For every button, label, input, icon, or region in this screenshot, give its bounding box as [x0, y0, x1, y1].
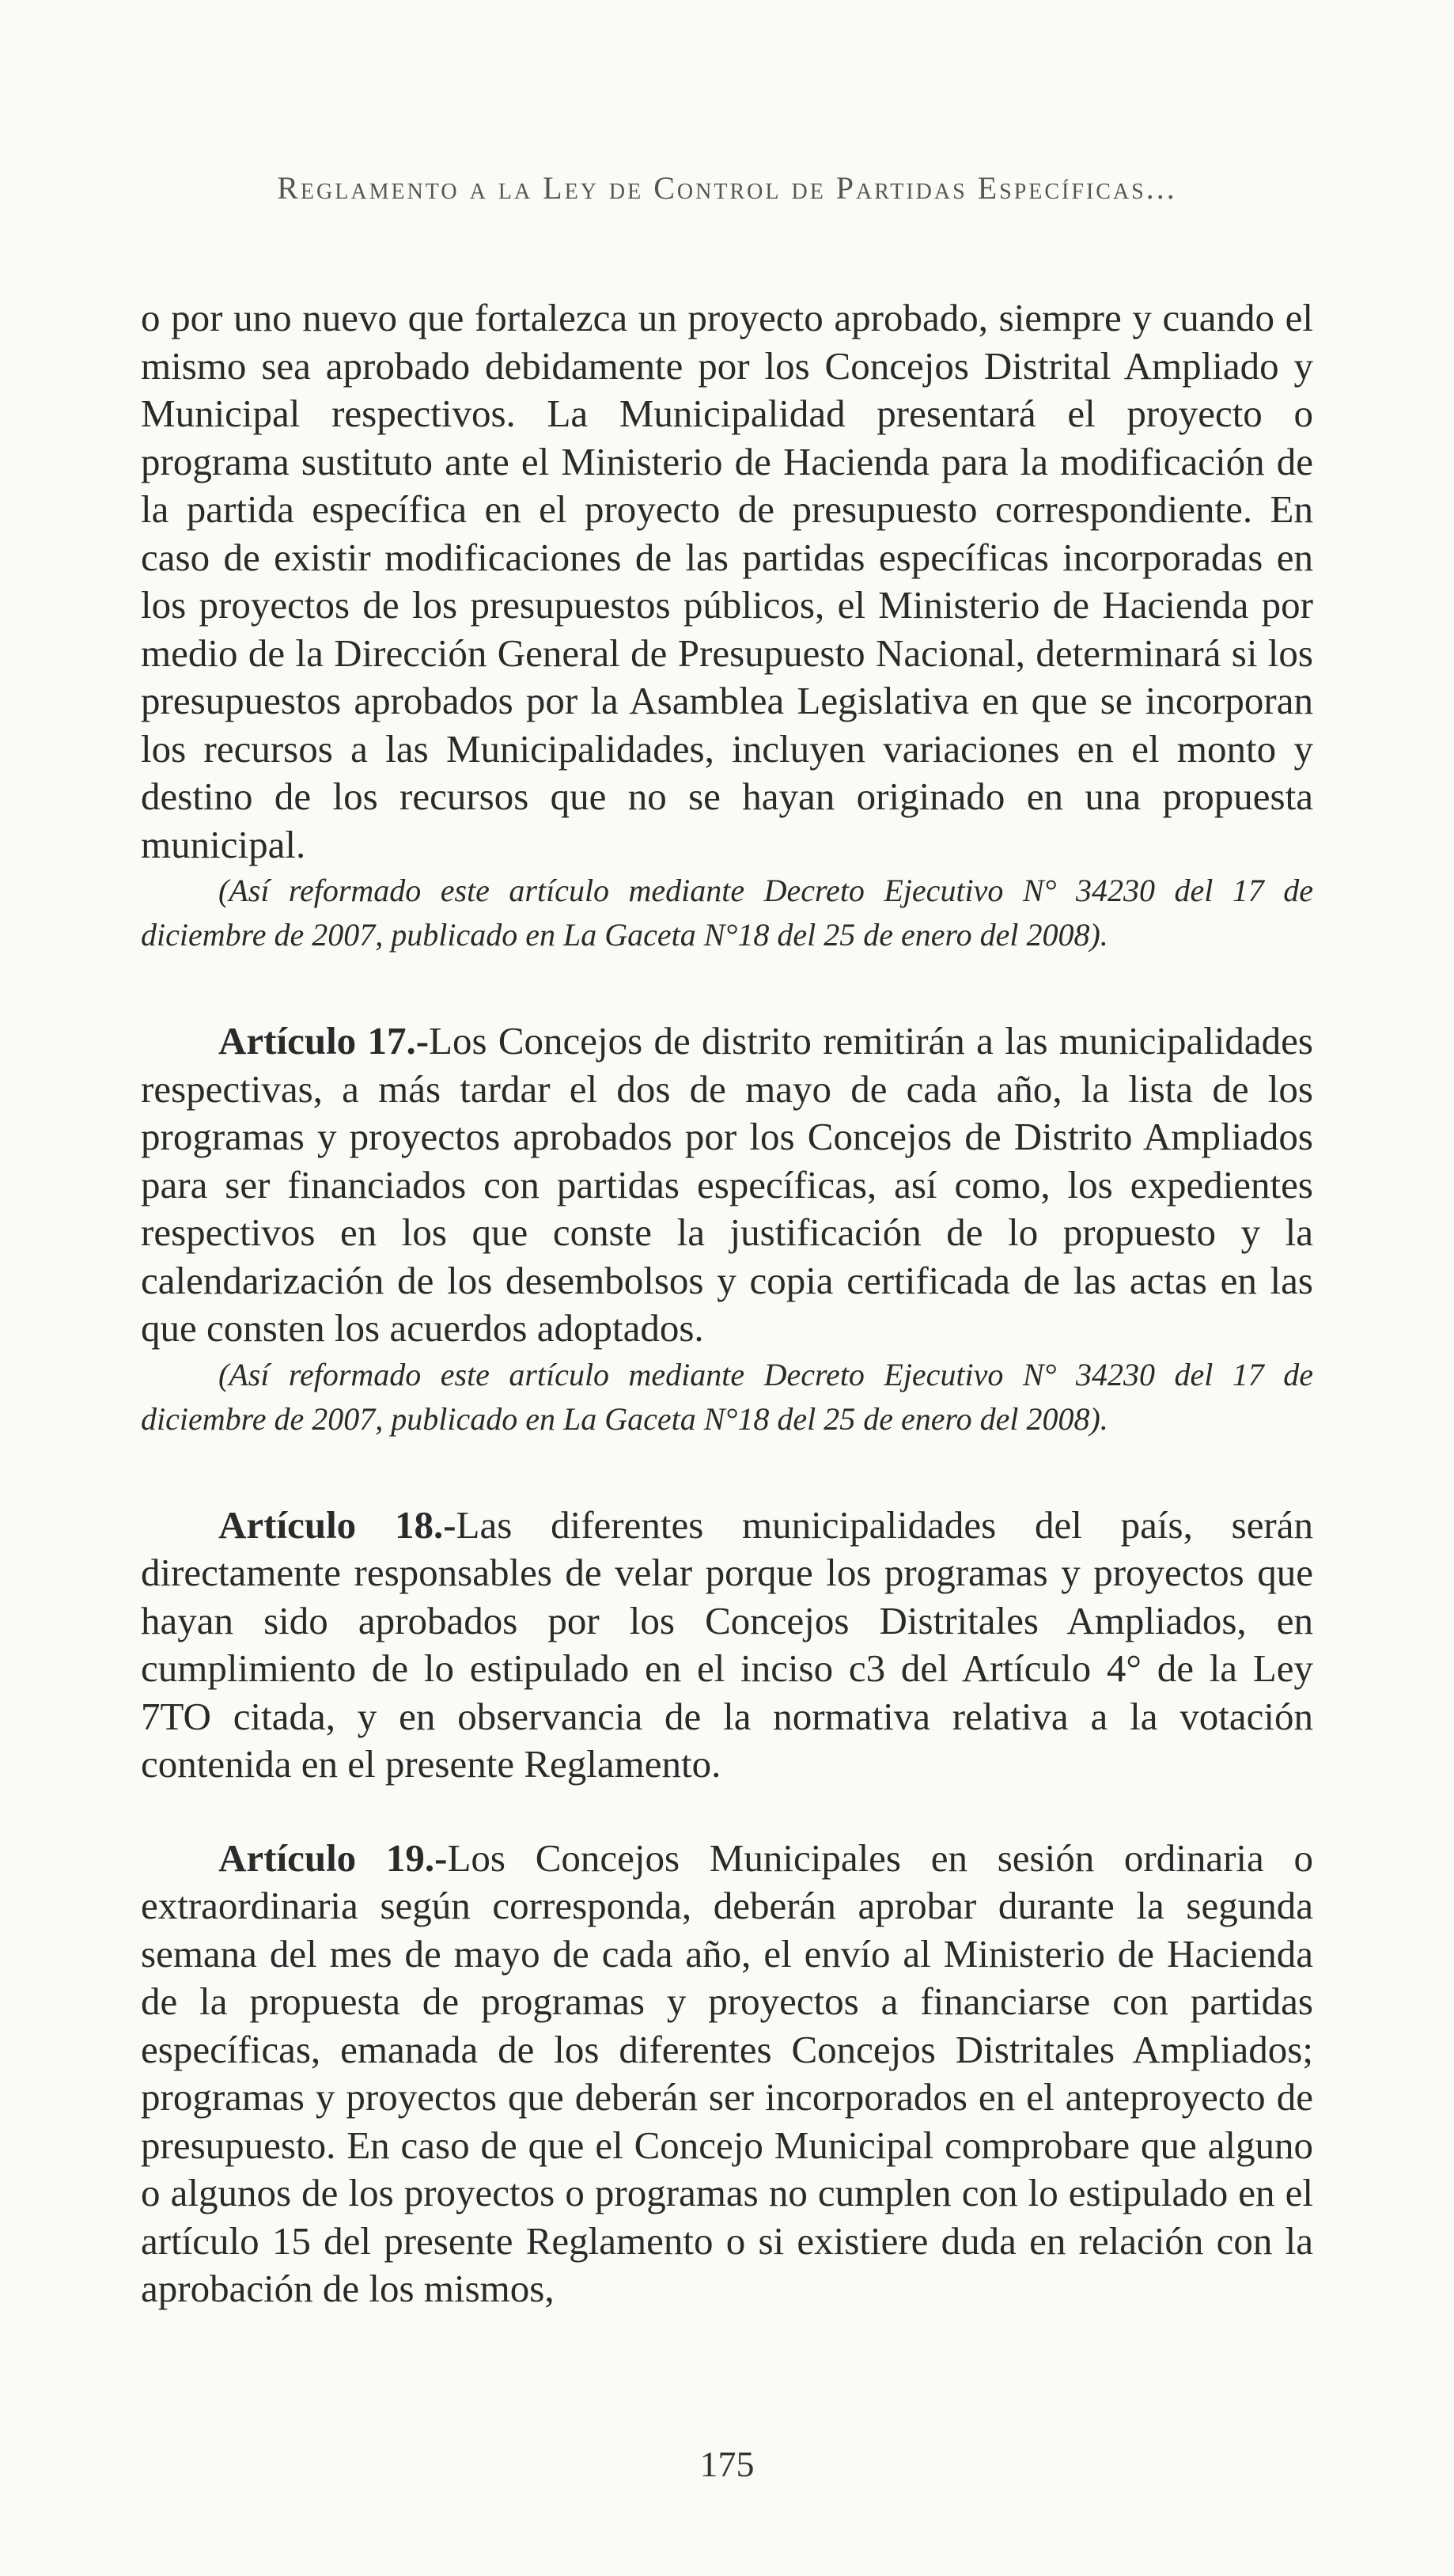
- reform-note: (Así reformado este artículo mediante Decreto Ejecutivo N° 34230 del 17 de diciembre de 2007, publicado en La Gaceta N°18 del 25 de enero del 2008).: [141, 1356, 1313, 1437]
- article-17: [141, 1017, 1313, 1353]
- article-18: [141, 1502, 1313, 1789]
- article-label: Artículo 19.-: [218, 1835, 448, 1880]
- spacer: [141, 1441, 1313, 1502]
- continuation-paragraph: o por uno nuevo que fortalezca un proyecto aprobado, siempre y cuando el mismo sea aprobado debidamente por los Concejos Distrital Ampliado y Municipal respectivos. La Municipalidad presentará el proyecto o programa sustituto ante el Ministerio de Hacienda para la modificación de la partida específica en el proyecto de presupuesto correspondiente. En caso de existir modificaciones de las partidas específicas incorporadas en los proyectos de los presupuestos públicos, el Ministerio de Hacienda por medio de la Dirección General de Presupuesto Nacional, determinará si los presupuestos aprobados por la Asamblea Legislativa en que se incorporan los recursos a las Municipalidades, incluyen variaciones en el monto y destino de los recursos que no se hayan originado en una propuesta municipal.: [141, 296, 1313, 866]
- page-body: [141, 294, 1313, 2313]
- page-number: 175: [699, 2444, 755, 2484]
- reform-note: (Así reformado este artículo mediante Decreto Ejecutivo N° 34230 del 17 de diciembre de 2007, publicado en La Gaceta N°18 del 25 de enero del 2008).: [141, 873, 1313, 953]
- spacer: [141, 1789, 1313, 1835]
- spacer: [141, 957, 1313, 1017]
- running-header: Reglamento a la Ley de Control de Partidas Específicas...: [277, 170, 1177, 206]
- article-text: Los Concejos de distrito remitirán a las municipalidades respectivas, a más tardar el dos de mayo de cada año, la lista de los programas y proyectos aprobados por los Concejos de Distrito Ampliados para ser financiados con partidas específicas, así como, los expedientes respectivos en los que conste la justificación de lo propuesto y la calendarización de los desembolsos y copia certificada de las actas en las que consten los acuerdos adoptados.: [141, 1019, 1313, 1350]
- article-label: Artículo 18.-: [218, 1502, 456, 1547]
- article-text: Los Concejos Municipales en sesión ordinaria o extraordinaria según corresponda, deberán aprobar durante la segunda semana del mes de mayo de cada año, el envío al Ministerio de Hacienda de la propuesta de programas y proyectos a financiarse con partidas específicas, emanada de los diferentes Concejos Distritales Ampliados; programas y proyectos que deberán ser incorporados en el anteproyecto de presupuesto. En caso de que el Concejo Municipal comprobare que alguno o algunos de los proyectos o programas no cumplen con lo estipulado en el artículo 15 del presente Reglamento o si existiere duda en relación con la aprobación de los mismos,: [141, 1835, 1313, 2310]
- article-label: Artículo 17.-: [218, 1019, 430, 1063]
- article-19: [141, 1835, 1313, 2313]
- article-text: Las diferentes municipalidades del país, serán directamente responsables de velar porque los programas y proyectos que hayan sido aprobados por los Concejos Distritales Ampliados, en cumplimiento de lo estipulado en el inciso c3 del Artículo 4° de la Ley 7TO citada, y en observancia de la normativa relativa a la votación contenida en el presente Reglamento.: [141, 1502, 1314, 1786]
